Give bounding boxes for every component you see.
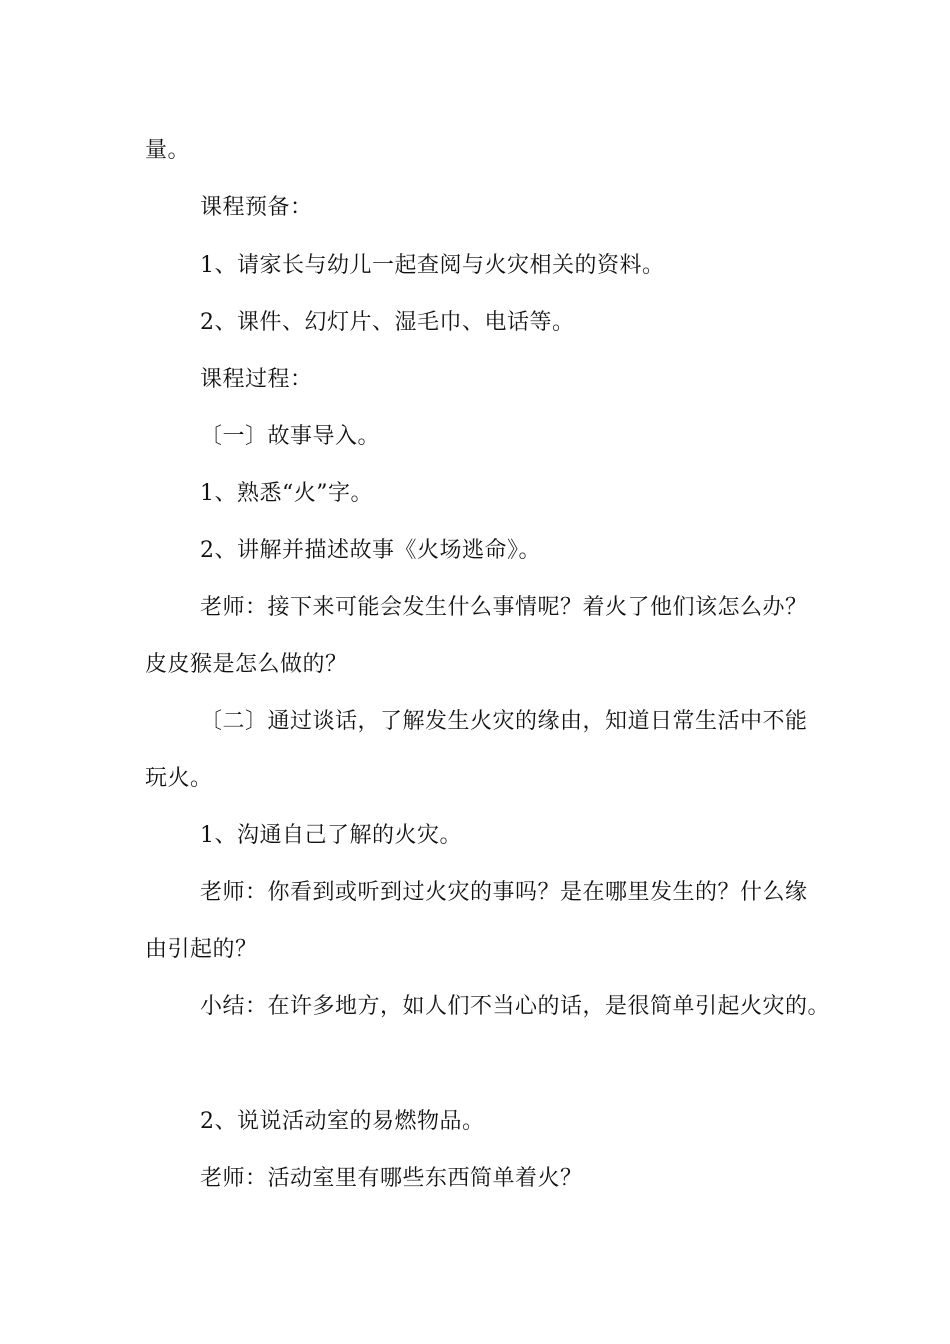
paragraph-line: 1、沟通自己了解的火灾。 — [200, 823, 462, 848]
subsection-heading-1: 〔一〕故事导入。 — [200, 424, 381, 449]
paragraph-line: 量。 — [145, 138, 191, 163]
paragraph-line: 玩火。 — [145, 766, 213, 791]
paragraph-line: 由引起的？ — [145, 937, 258, 962]
paragraph-line: 老师：接下来可能会发生什么事情呢？着火了他们该怎么办？ — [200, 595, 808, 620]
paragraph-line: 2、讲解并描述故事《火场逃命》。 — [200, 538, 541, 563]
paragraph-line: 1、请家长与幼儿一起查阅与火灾相关的资料。 — [200, 253, 665, 278]
section-heading-process: 课程过程： — [200, 367, 313, 392]
paragraph-line: 1、熟悉“火”字。 — [200, 481, 373, 506]
paragraph-line: 2、说说活动室的易燃物品。 — [200, 1109, 485, 1134]
paragraph-line: 老师：你看到或听到过火灾的事吗？是在哪里发生的？什么缘 — [200, 880, 808, 905]
paragraph-line: 2、课件、幻灯片、湿毛巾、电话等。 — [200, 310, 575, 335]
subsection-heading-2: 〔二〕通过谈话，了解发生火灾的缘由，知道日常生活中不能 — [200, 709, 808, 734]
section-heading-preparation: 课程预备： — [200, 195, 313, 220]
paragraph-line: 老师：活动室里有哪些东西简单着火？ — [200, 1166, 583, 1191]
paragraph-line: 小结：在许多地方，如人们不当心的话，是很简单引起火灾的。 — [200, 994, 831, 1019]
paragraph-line: 皮皮猴是怎么做的？ — [145, 652, 348, 677]
